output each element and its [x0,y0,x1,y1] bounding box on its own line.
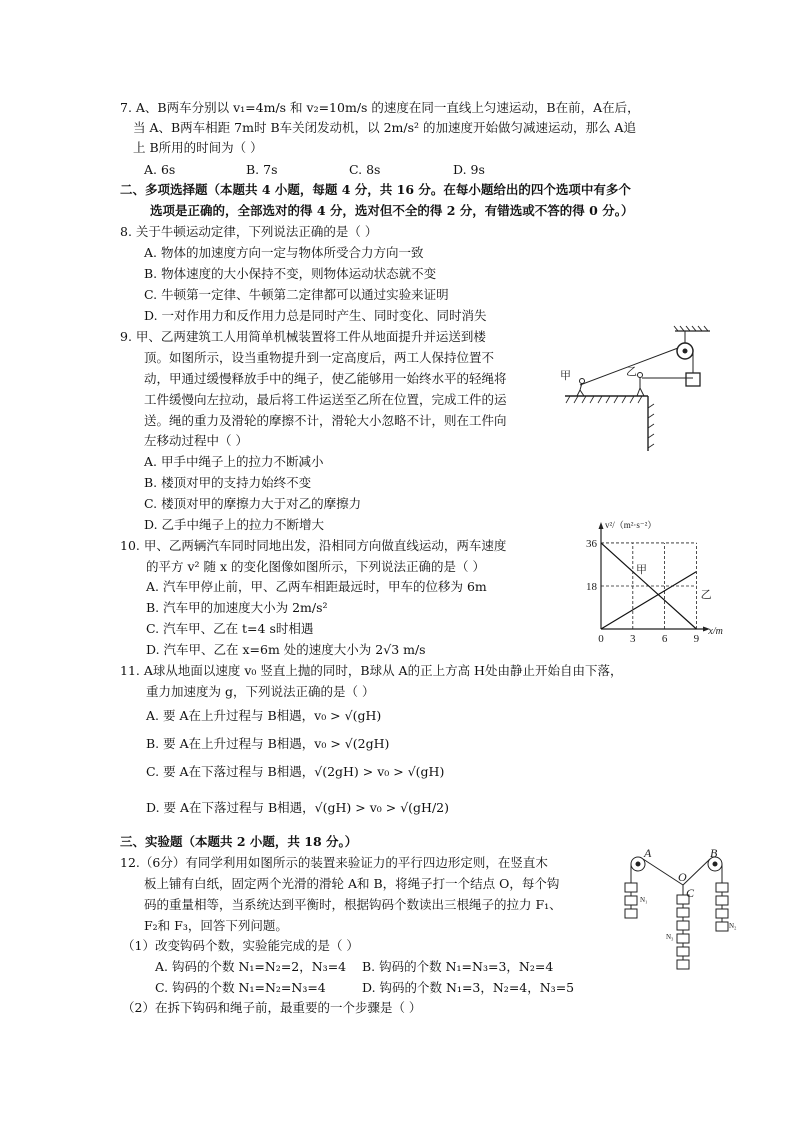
y-tick-label: 36 [586,537,597,550]
q12-parallelogram-apparatus [618,847,748,982]
q9-label-yi: 乙 [626,366,637,378]
y-tick-label: 18 [586,580,597,593]
q10-option-a: A. 汽车甲停止前，甲、乙两车相距最远时，甲车的位移为 6m [146,579,487,594]
q12-line2: 板上铺有白纸，固定两个光滑的滑轮 A和 B，将绳子打一个结点 O，每个钩 [144,876,560,891]
q12-label-n1: N₁ [640,896,648,904]
q12-label-c: C [686,886,695,900]
q9-label-jia: 甲 [560,370,571,382]
q8-option-a: A. 物体的加速度方向一定与物体所受合力方向一致 [144,245,424,260]
y-axis-label: v²/（m²·s⁻²） [605,520,657,530]
q10-line1: 10. 甲、乙两辆汽车同时同地出发，沿相同方向做直线运动，两车速度 [120,538,507,553]
series-line-1 [601,572,696,629]
q7-option-b: B. 7s [246,162,278,177]
q9-option-b: B. 楼顶对甲的支持力始终不变 [144,475,312,490]
q7-option-d: D. 9s [453,162,485,177]
q9-option-d: D. 乙手中绳子上的拉力不断增大 [144,517,325,532]
y-axis-arrow [599,522,604,529]
q11-option-b: B. 要 A在上升过程与 B相遇，v₀ > √(2gH) [146,736,390,751]
section2-heading-cont: 选项是正确的，全部选对的得 4 分，选对但不全的得 2 分，有错选或不答的得 0 分。） [150,203,634,218]
series-label-yi: 乙 [700,588,712,601]
q7-line1: 7. A、B两车分别以 v₁=4m/s 和 v₂=10m/s 的速度在同一直线上匀速运动，B在前，A在后， [120,100,640,115]
q10-option-d: D. 汽车甲、乙在 x=6m 处的速度大小为 2√3 m/s [146,642,426,657]
q12-sub1-option-c: C. 钩码的个数 N₁=N₂=N₃=4 [155,980,326,995]
q11-line1: 11. A球从地面以速度 v₀ 竖直上抛的同时，B球从 A的正上方高 H处由静止开始自由下落， [120,663,623,678]
q11-option-d: D. 要 A在下落过程与 B相遇，√(gH) > v₀ > √(gH/2) [146,800,450,815]
q8-stem: 8. 关于牛顿运动定律，下列说法正确的是（ ） [120,224,378,239]
q7-line3: 上 B所用的时间为（ ） [133,140,263,155]
q11-line2: 重力加速度为 g，下列说法正确的是（ ） [146,684,375,699]
q10-v2-x-chart [566,516,731,648]
q10-option-c: C. 汽车甲、乙在 t=4 s时相遇 [146,621,314,636]
q9-line2: 顶。如图所示，设当重物提升到一定高度后，两工人保持位置不 [144,350,495,365]
q9-line5: 送。绳的重力及滑轮的摩擦不计，滑轮大小忽略不计，则在工件向 [144,413,507,428]
x-tick-label: 9 [693,633,700,645]
q12-sub2: （2）在拆下钩码和绳子前，最重要的一个步骤是（ ） [122,1000,422,1015]
x-tick-label: 3 [630,633,636,645]
q7-line2: 当 A、B两车相距 7m时 B车关闭发动机，以 2m/s² 的加速度开始做匀减速运动，那么 A追 [133,120,637,135]
x-tick-label: 6 [661,633,668,645]
q12-sub1-option-a: A. 钩码的个数 N₁=N₂=2，N₃=4 [155,959,347,974]
section2-heading: 二、多项选择题（本题共 4 小题，每题 4 分，共 16 分。在每小题给出的四个选项中有多个 [120,182,631,197]
q12-label-n3: N₃ [666,933,674,941]
q9-option-c: C. 楼顶对甲的摩擦力大于对乙的摩擦力 [144,496,362,511]
q9-line3: 动，甲通过缓慢释放手中的绳子，使乙能够用一始终水平的轻绳将 [144,371,507,386]
q9-option-a: A. 甲手中绳子上的拉力不断减小 [144,454,324,469]
q12-line4: F₂和 F₃，回答下列问题。 [144,918,288,933]
q12-sub1-option-d: D. 钩码的个数 N₁=3，N₂=4，N₃=5 [362,980,575,995]
q12-label-b: B [710,847,718,860]
q7-option-a: A. 6s [144,162,176,177]
q11-option-c: C. 要 A在下落过程与 B相遇，√(2gH) > v₀ > √(gH) [146,764,445,779]
q8-option-b: B. 物体速度的大小保持不变，则物体运动状态就不变 [144,266,437,281]
q9-line6: 左移动过程中（ ） [144,433,248,448]
q12-label-o: O [678,870,687,884]
q10-option-b: B. 汽车甲的加速度大小为 2m/s² [146,600,328,615]
q12-line3: 码的重量相等，当系统达到平衡时，根据钩码个数读出三根绳子的拉力 F₁、 [144,897,562,912]
q12-label-n2: N₂ [729,922,737,930]
q8-option-c: C. 牛顿第一定律、牛顿第二定律都可以通过实验来证明 [144,287,449,302]
q9-line4: 工件缓慢向左拉动，最后将工件运送至乙所在位置，完成工件的运 [144,392,507,407]
q8-option-d: D. 一对作用力和反作用力总是同时产生、同时变化、同时消失 [144,308,487,323]
q12-label-a: A [644,847,652,860]
x-axis-label: x/m [708,626,723,637]
x-tick-label: 0 [598,633,604,645]
q7-option-c: C. 8s [349,162,381,177]
q9-line1: 9. 甲、乙两建筑工人用简单机械装置将工件从地面提升并运送到楼 [120,329,486,344]
q10-line2: 的平方 v² 随 x 的变化图像如图所示，下列说法正确的是（ ） [146,559,485,574]
section3-heading: 三、实验题（本题共 2 小题，共 18 分。） [120,834,358,849]
q11-option-a: A. 要 A在上升过程与 B相遇，v₀ > √(gH) [146,708,382,723]
series-label-jia: 甲 [635,563,647,576]
q9-pulley-figure [560,323,720,453]
q12-sub1-option-b: B. 钩码的个数 N₁=N₃=3，N₂=4 [362,959,554,974]
q12-sub1: （1）改变钩码个数，实验能完成的是（ ） [122,938,359,953]
q12-line1: 12.（6分）有同学利用如图所示的装置来验证力的平行四边形定则，在竖直木 [120,855,548,870]
